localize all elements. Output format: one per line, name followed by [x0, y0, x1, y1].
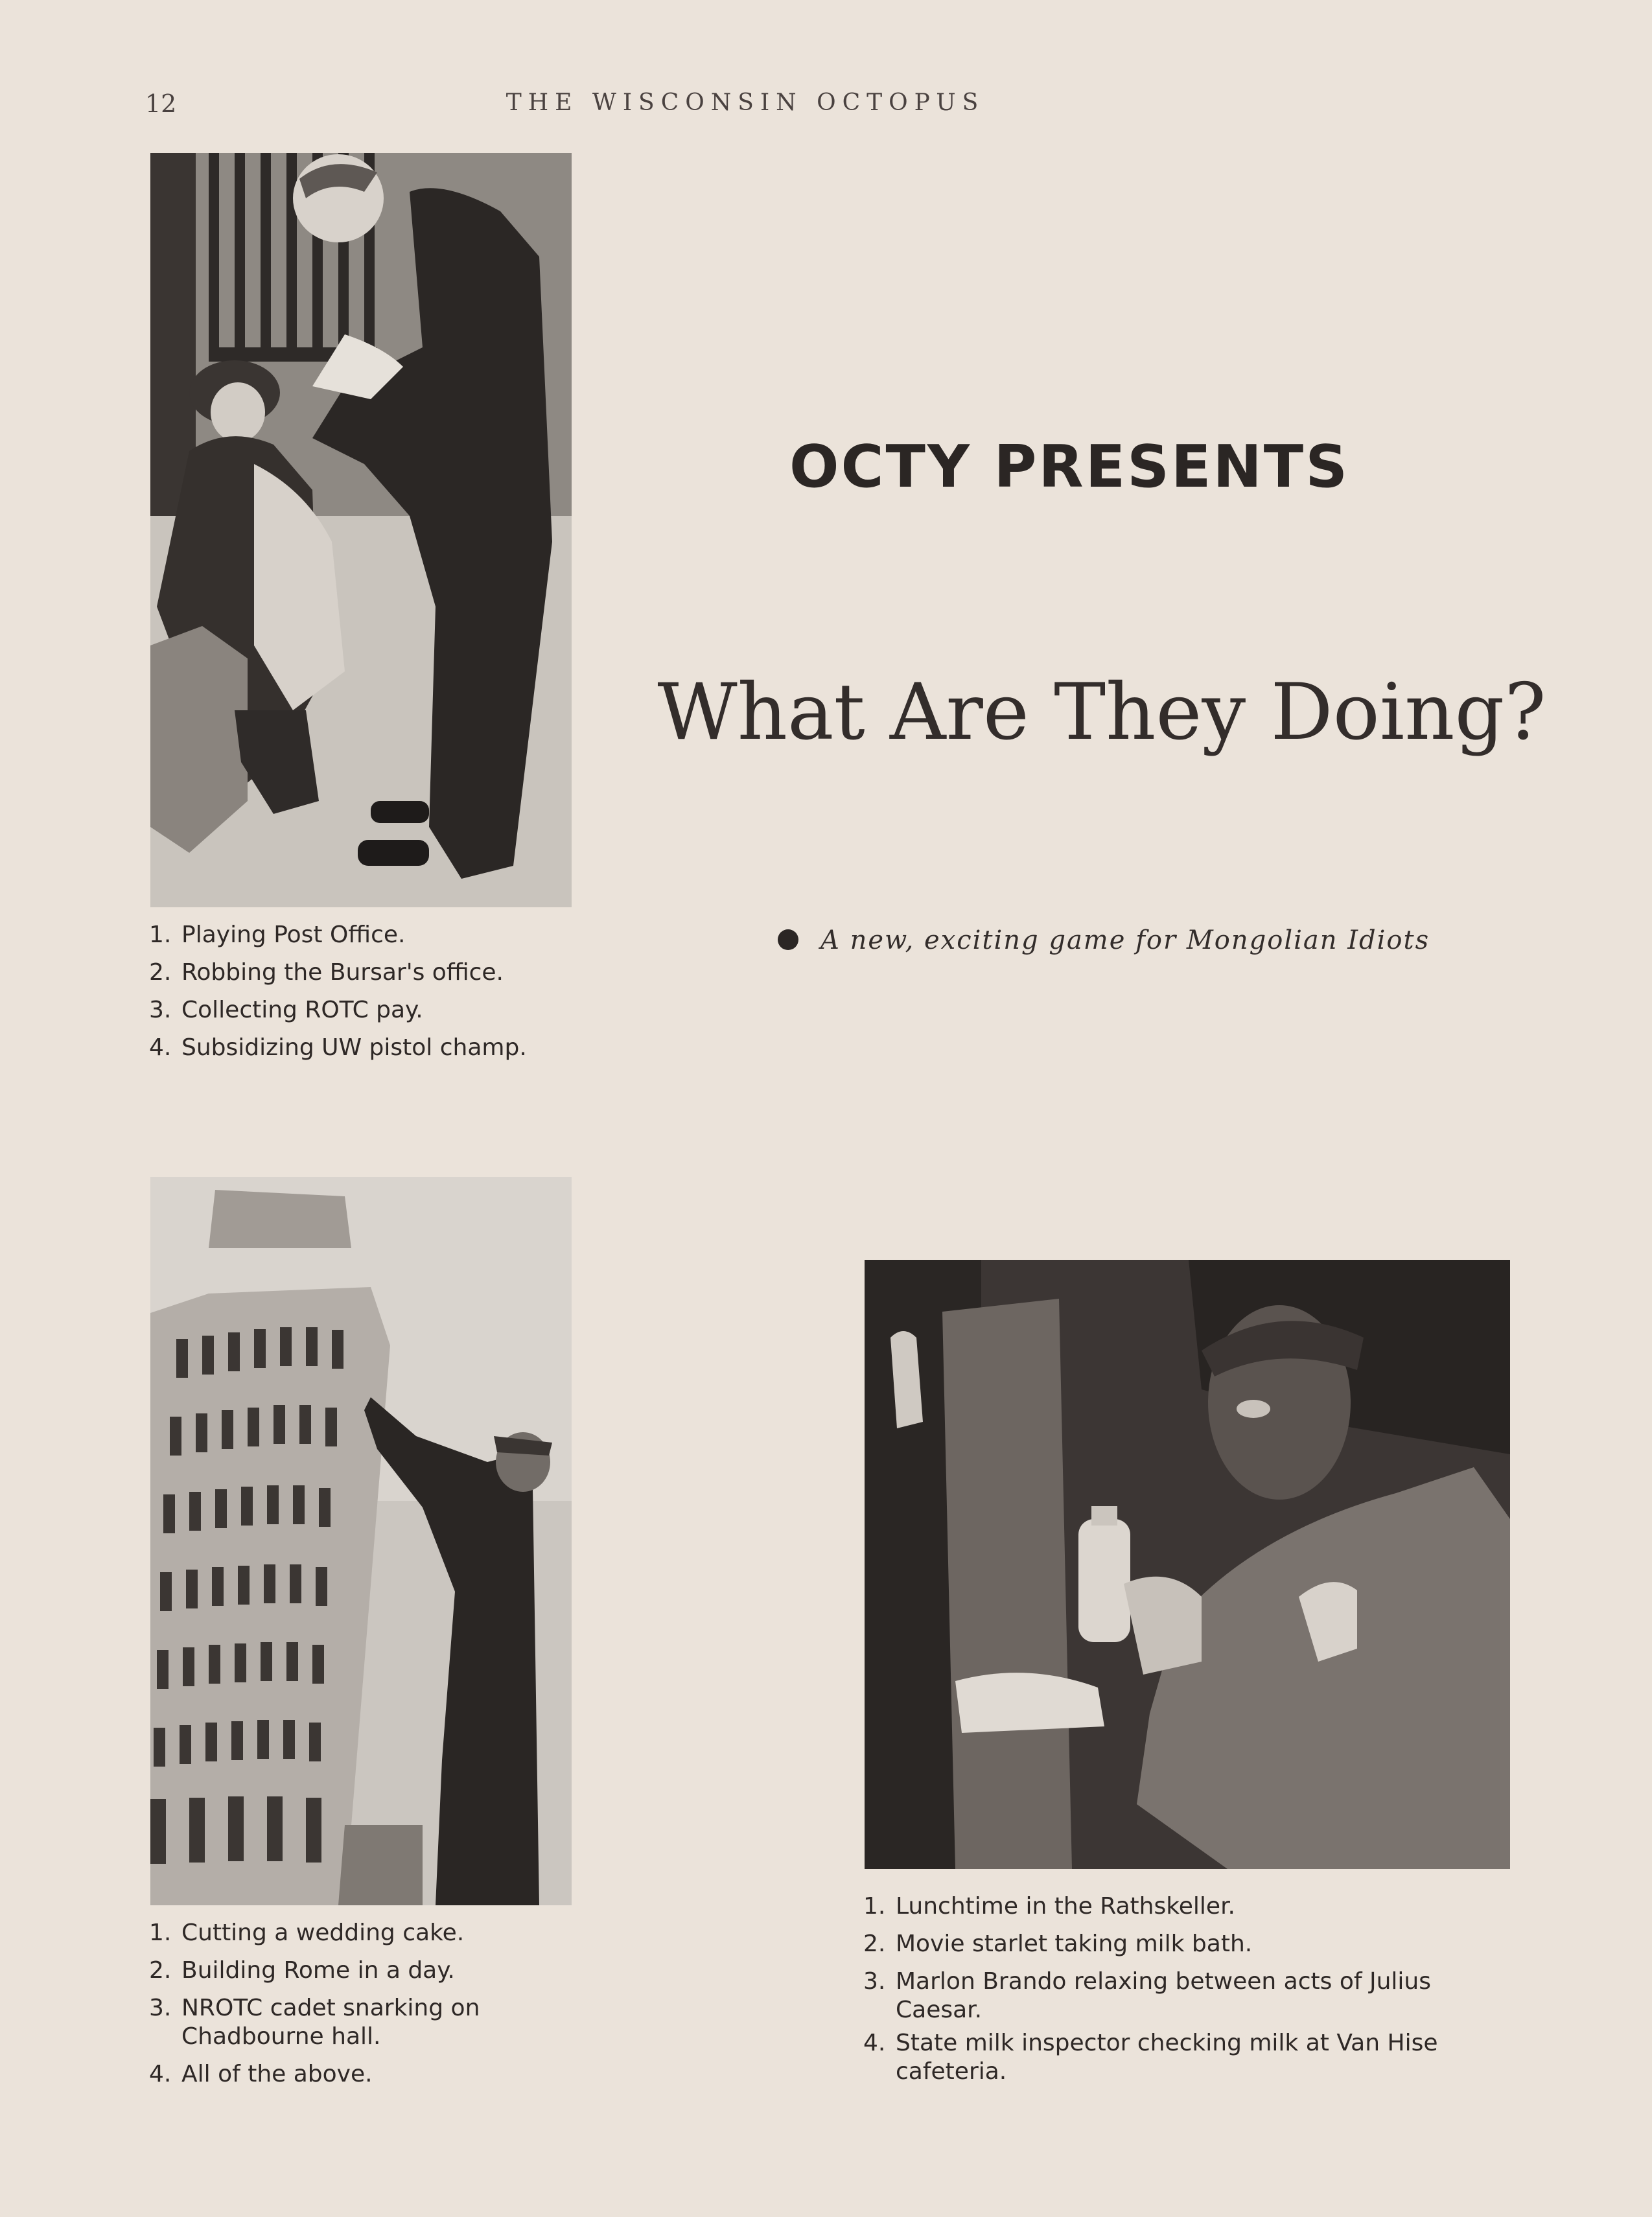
feature-headline: OCTY PRESENTS — [789, 433, 1350, 501]
answer-text: NROTC cadet snarking on Chadbourne hall. — [181, 1995, 480, 2050]
answer-text: Playing Post Office. — [181, 922, 406, 948]
answer-number: 2. — [863, 1931, 886, 1957]
answer-number: 2. — [149, 1957, 172, 1984]
answer-text: Lunchtime in the Rathskeller. — [896, 1893, 1236, 1920]
answer-text: State milk inspector checking milk at Van Hise cafeteria. — [896, 2030, 1438, 2085]
answer-number: 3. — [863, 1968, 886, 1995]
photo-milk-bottle — [865, 1260, 1510, 1869]
answer-number: 1. — [149, 1920, 172, 1946]
answer-text: Movie starlet taking milk bath. — [896, 1931, 1253, 1957]
answer-number: 4. — [863, 2030, 886, 2056]
answer-list-photo-2 — [149, 1914, 570, 2093]
answer-list-photo-1 — [149, 916, 603, 1067]
feature-title: What Are They Doing? — [657, 667, 1546, 758]
answer-text: All of the above. — [181, 2061, 373, 2087]
answer-number: 4. — [149, 2061, 172, 2087]
answer-item — [149, 1952, 570, 1990]
answer-item — [149, 1914, 570, 1952]
answer-number: 3. — [149, 997, 172, 1023]
answer-text: Building Rome in a day. — [181, 1957, 455, 1984]
answer-item — [863, 2029, 1518, 2086]
feature-tagline-row — [778, 925, 1491, 955]
answer-text: Collecting ROTC pay. — [181, 997, 423, 1023]
answer-number: 2. — [149, 959, 172, 986]
answer-number: 1. — [149, 922, 172, 948]
answer-item — [149, 992, 603, 1029]
photo-man-and-child-image — [150, 153, 572, 907]
answer-item — [149, 916, 603, 954]
answer-text: Robbing the Bursar's office. — [181, 959, 504, 986]
answer-list-photo-3 — [863, 1888, 1518, 2091]
answer-item — [149, 954, 603, 992]
answer-text: Subsidizing UW pistol champ. — [181, 1034, 527, 1061]
photo-leaning-tower — [150, 1177, 572, 1905]
answer-item — [863, 1967, 1518, 2025]
page-number: 12 — [145, 89, 177, 118]
photo-man-and-child — [150, 153, 572, 907]
answer-text: Cutting a wedding cake. — [181, 1920, 465, 1946]
answer-item — [863, 1925, 1518, 1963]
feature-tagline: A new, exciting game for Mongolian Idiots — [820, 925, 1430, 955]
answer-item — [149, 2056, 570, 2093]
answer-number: 1. — [863, 1893, 886, 1920]
answer-item — [863, 1888, 1518, 1925]
photo-milk-bottle-image — [865, 1260, 1510, 1869]
answer-number: 3. — [149, 1995, 172, 2021]
answer-item — [149, 1994, 570, 2051]
photo-leaning-tower-image — [150, 1177, 572, 1905]
answer-text: Marlon Brando relaxing between acts of Julius Caesar. — [896, 1968, 1431, 2023]
running-head: THE WISCONSIN OCTOPUS — [506, 89, 985, 116]
answer-number: 4. — [149, 1034, 172, 1061]
bullet-icon — [778, 929, 798, 950]
answer-item — [149, 1029, 603, 1067]
